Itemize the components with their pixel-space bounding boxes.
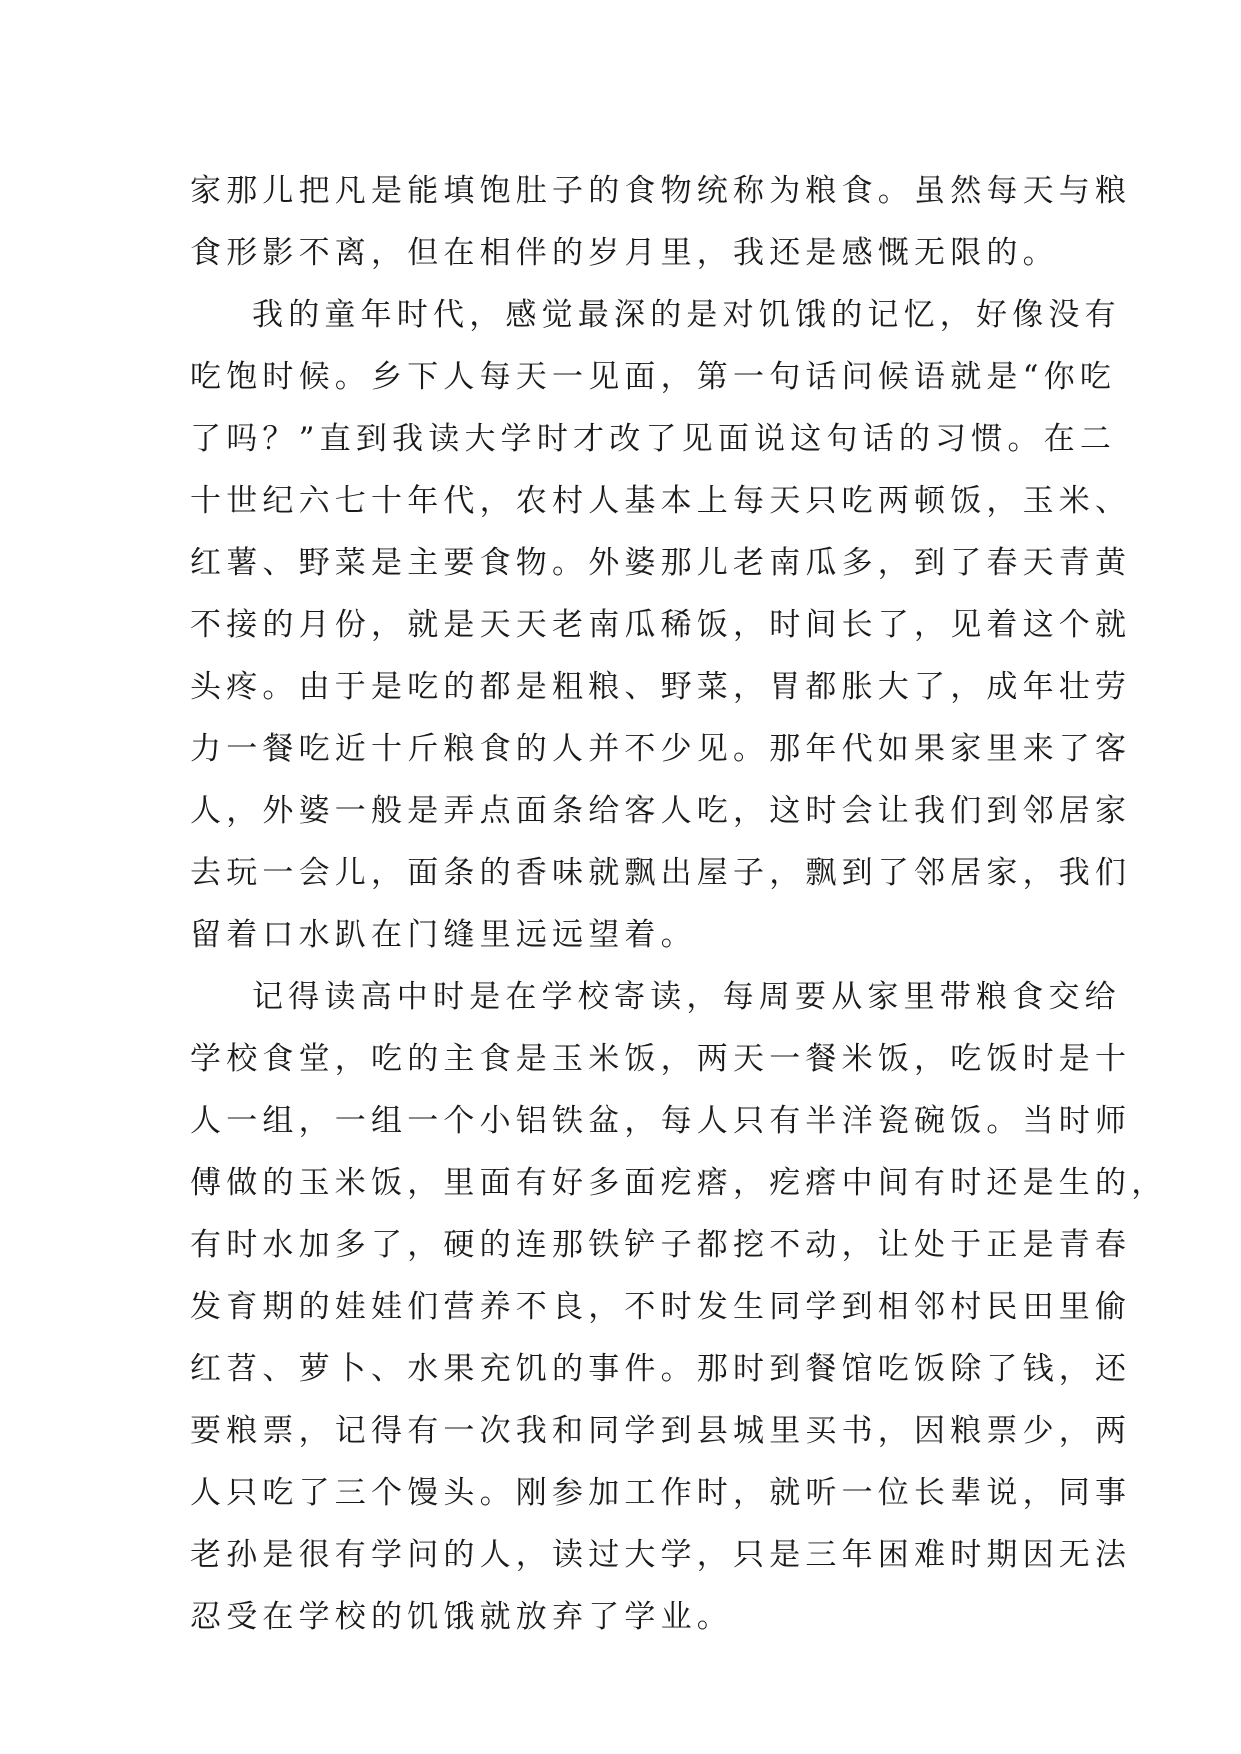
text-line: 食形影不离，但在相伴的岁月里，我还是感慨无限的。 <box>190 235 1059 271</box>
text-line: 头疼。由于是吃的都是粗粮、野菜，胃都胀大了，成年壮劳 <box>190 669 1132 705</box>
text-line: 发育期的娃娃们营养不良，不时发生同学到相邻村民田里偷 <box>190 1289 1132 1325</box>
text-line: 人一组，一组一个小铝铁盆，每人只有半洋瓷碗饭。当时师 <box>190 1103 1132 1139</box>
text-line: 有时水加多了，硬的连那铁铲子都挖不动，让处于正是青春 <box>190 1227 1132 1263</box>
text-line: 记得读高中时是在学校寄读，每周要从家里带粮食交给 <box>252 979 1121 1015</box>
text-line: 人只吃了三个馒头。刚参加工作时，就听一位长辈说，同事 <box>190 1475 1132 1511</box>
paragraph-2 <box>190 284 1132 966</box>
text-line: 了吗？”直到我读大学时才改了见面说这句话的习惯。在二 <box>190 421 1117 457</box>
text-line: 十世纪六七十年代，农村人基本上每天只吃两顿饭，玉米、 <box>190 483 1132 519</box>
text-line: 傅做的玉米饭，里面有好多面疙瘩，疙瘩中间有时还是生的， <box>190 1165 1168 1201</box>
text-line: 家那儿把凡是能填饱肚子的食物统称为粮食。虽然每天与粮 <box>190 173 1132 209</box>
paragraph-1 <box>190 160 1132 284</box>
text-line: 学校食堂，吃的主食是玉米饭，两天一餐米饭，吃饭时是十 <box>190 1041 1132 1077</box>
text-line: 留着口水趴在门缝里远远望着。 <box>190 917 697 953</box>
text-line: 忍受在学校的饥饿就放弃了学业。 <box>190 1599 733 1635</box>
text-line: 红苕、萝卜、水果充饥的事件。那时到餐馆吃饭除了钱，还 <box>190 1351 1132 1387</box>
paragraph-3 <box>190 966 1168 1648</box>
text-line: 我的童年时代，感觉最深的是对饥饿的记忆，好像没有 <box>252 297 1121 333</box>
text-line: 人，外婆一般是弄点面条给客人吃，这时会让我们到邻居家 <box>190 793 1132 829</box>
text-line: 老孙是很有学问的人，读过大学，只是三年困难时期因无法 <box>190 1537 1132 1573</box>
body-text <box>190 160 1168 1648</box>
text-line: 吃饱时候。乡下人每天一见面，第一句话问候语就是“你吃 <box>190 359 1117 395</box>
text-line: 不接的月份，就是天天老南瓜稀饭，时间长了，见着这个就 <box>190 607 1132 643</box>
text-line: 力一餐吃近十斤粮食的人并不少见。那年代如果家里来了客 <box>190 731 1132 767</box>
text-line: 红薯、野菜是主要食物。外婆那儿老南瓜多，到了春天青黄 <box>190 545 1132 581</box>
text-line: 去玩一会儿，面条的香味就飘出屋子，飘到了邻居家，我们 <box>190 855 1132 891</box>
text-line: 要粮票，记得有一次我和同学到县城里买书，因粮票少，两 <box>190 1413 1132 1449</box>
